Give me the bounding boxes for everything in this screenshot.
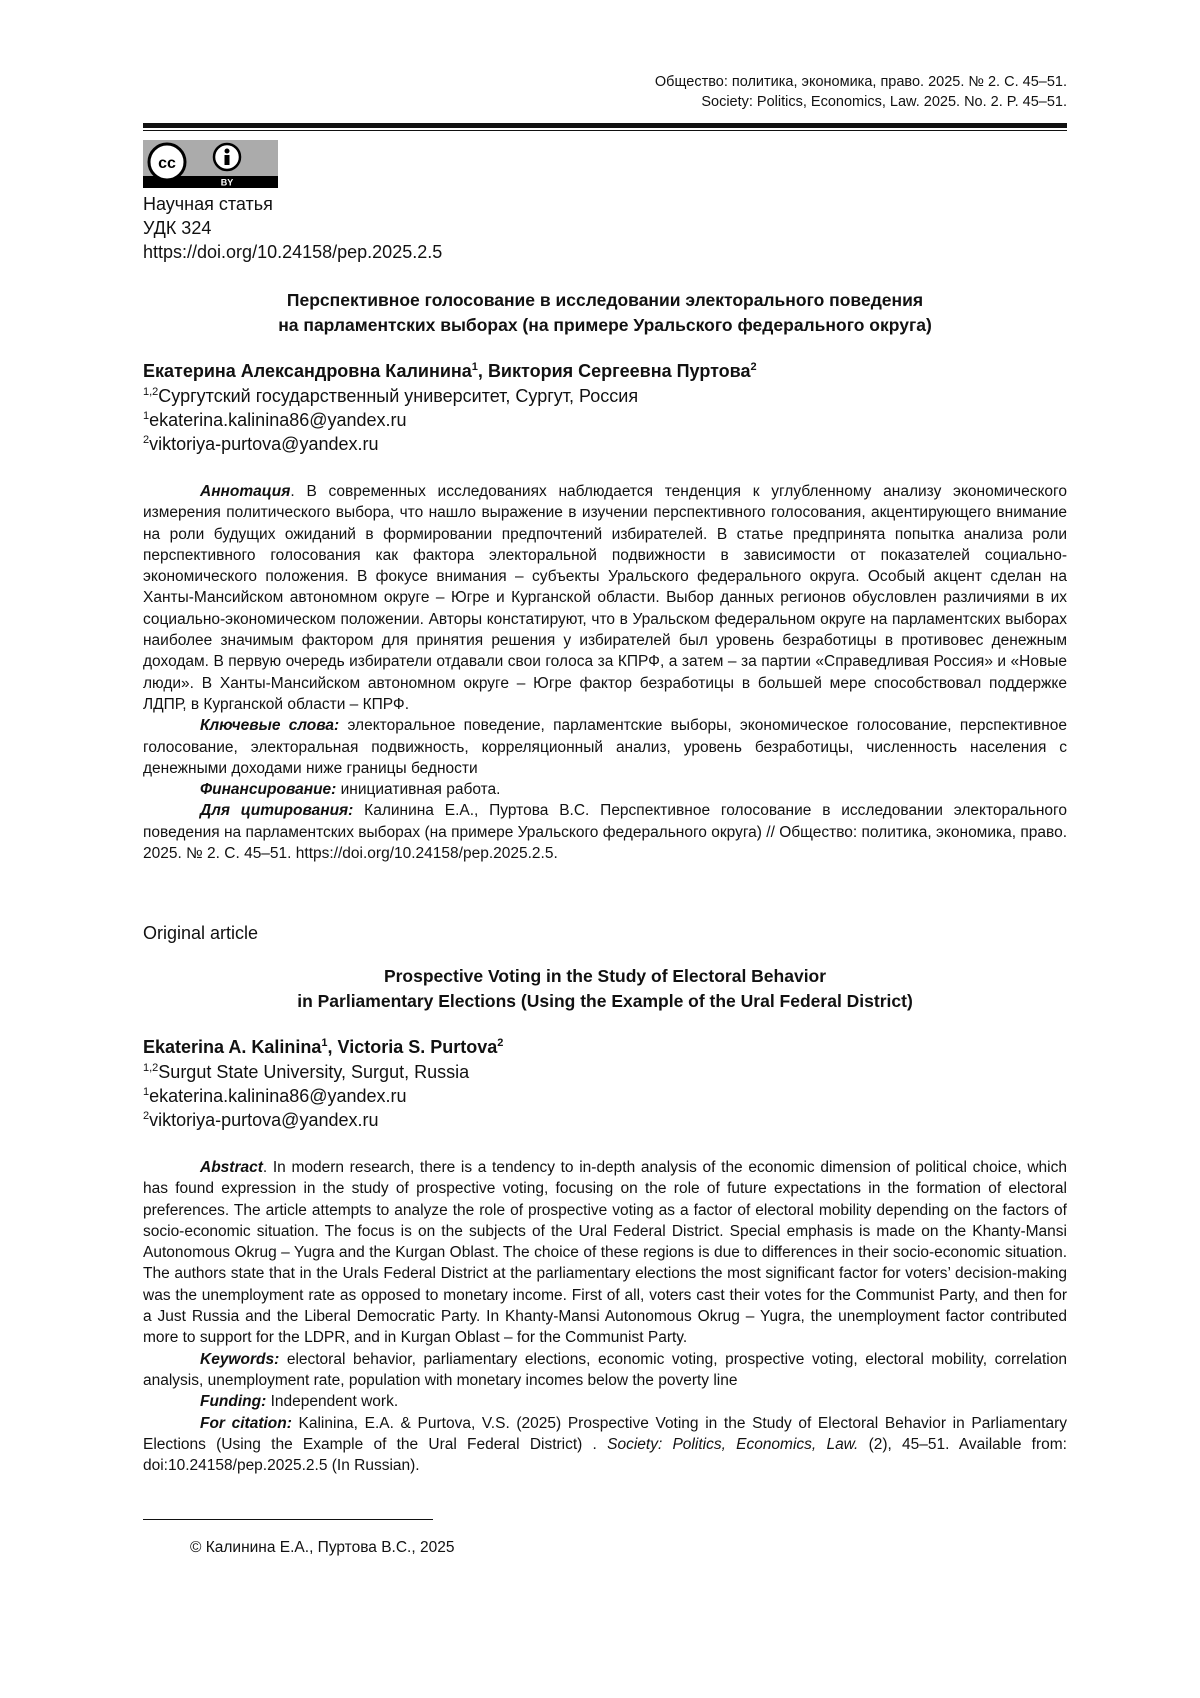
- authors-en: Ekaterina A. Kalinina$^1$, Victoria S. Purtova$^2$: [143, 1037, 504, 1057]
- email2-en-link[interactable]: viktoriya-purtova@yandex.ru: [149, 1110, 379, 1130]
- abstract-en: Abstract. In modern research, there is a tendency to in-depth analysis of the economic dimension of political choice, which has found expression in the study of prospective voting, focusing on the role of future expectations in the formation of electoral preferences. The article attempts to analyze the role of prospective voting as a factor of electoral mobility depending on the factors of socio-economic situation. The focus is on the subjects of the Ural Federal District. Special emphasis is made on the Khanty-Mansi Autonomous Okrug – Yugra and the Kurgan Oblast. The choice of these regions is due to differences in their socio-economic situation. The authors state that in the Urals Federal District at the parliamentary elections the most significant factor for voters’ decision-making was the unemployment rate as opposed to monetary income. First of all, voters cast their votes for the Communist Party, and then for a Just Russia and the Liberal Democratic Party. In Khanty-Mansi Autonomous Okrug – Yugra, the unemployment factor contributed more to support for the LDPR, and in Kurgan Oblast – for the Communist Party.: [143, 1159, 1067, 1347]
- citation-ru: Для цитирования: Калинина Е.А., Пуртова В.С. Перспективное голосование в исследовании электорального поведения на парламентских выборах (на примере Уральского федерального округа) // Общество: политика, экономика, право. 2025. № 2. С. 45–51. https://doi.org/10.24158/pep.2025.2.5.: [143, 802, 1067, 863]
- footnote-rule: [143, 1519, 433, 1520]
- email1-en: $^1$ekaterina.kalinina86@yandex.ru: [143, 1086, 407, 1106]
- funding-en: Funding: Independent work.: [200, 1393, 399, 1411]
- cc-by-label: BY: [220, 177, 234, 188]
- author1-ru: Екатерина Александровна Калинина: [143, 361, 472, 381]
- title-en-line2: in Parliamentary Elections (Using the Example of the Ural Federal District): [297, 991, 913, 1011]
- journal-header: [655, 72, 1067, 112]
- doi-link[interactable]: https://doi.org/10.24158/pep.2025.2.5: [143, 242, 443, 262]
- author2-ru: Виктория Сергеевна Пуртова: [487, 361, 751, 381]
- email2-link[interactable]: viktoriya-purtova@yandex.ru: [149, 434, 379, 454]
- author2-en: Victoria S. Purtova: [337, 1037, 498, 1057]
- title-ru-line2: на парламентских выборах (на примере Уральского федерального округа): [278, 315, 932, 335]
- article-meta: [143, 192, 442, 264]
- cc-by-icon: [143, 140, 278, 188]
- title-en-line1: Prospective Voting in the Study of Electoral Behavior: [383, 966, 827, 986]
- title-ru: [143, 288, 1067, 338]
- article-type-ru: Научная статья: [143, 194, 273, 214]
- affiliations-ru: [143, 384, 638, 456]
- udk: УДК 324: [143, 218, 212, 238]
- keywords-ru: Ключевые слова: электоральное поведение, парламентские выборы, экономическое голосование, перспективное голосование, электоральная подвижность, корреляционный анализ, уровень безработицы, численность населения с денежными доходами ниже границы бедности: [143, 717, 1067, 777]
- header-rule-thin: [143, 130, 1067, 131]
- footnote-copyright: © Калинина Е.А., Пуртова В.С., 2025: [190, 1539, 455, 1556]
- svg-text:cc: cc: [158, 155, 176, 172]
- author1-en: Ekaterina A. Kalinina: [143, 1037, 322, 1057]
- email1-en-link[interactable]: ekaterina.kalinina86@yandex.ru: [149, 1086, 407, 1106]
- abstract-en-block: [143, 1157, 1067, 1476]
- citation-en: For citation: Kalinina, E.A. & Purtova, V.S. (2025) Prospective Voting in the Study of Electoral Behavior in Parliamentary Elections (Using the Example of the Ural Federal District) . Society: Politics, Economics, Law. (2), 45–51. Available from: doi:10.24158/pep.2025.2.5 (In Russian).: [143, 1414, 1067, 1475]
- affiliation-en: $^{1,2}$Surgut State University, Surgut, Russia: [143, 1062, 470, 1082]
- article-type-en: Original article: [143, 923, 259, 943]
- author1-sup: 1: [471, 361, 478, 373]
- authors-ru: Екатерина Александровна Калинина$^1$, Виктория Сергеевна Пуртова$^2$: [143, 361, 757, 381]
- affiliation-ru: $^{1,2}$Сургутский государственный университет, Сургут, Россия: [143, 386, 639, 406]
- journal-line-ru: Общество: политика, экономика, право. 2025. № 2. С. 45–51.: [654, 74, 1067, 90]
- header-rule-thick: [143, 123, 1067, 128]
- abstract-ru: Аннотация. В современных исследованиях наблюдается тенденция к углубленному анализу экономического измерения политического выбора, что нашло выражение в изучении перспективного голосования, акцентирующего внимание на роли будущих ожиданий в формировании предпочтений избирателей. В статье предпринята попытка анализа роли перспективного голосования как фактора электоральной подвижности в зависимости от показателей социально-экономического положения. В фокусе внимания – субъекты Уральского федерального округа. Особый акцент сделан на Ханты-Мансийском автономном округе – Югре и Курганской области. Выбор данных регионов обусловлен различиями в их социально-экономическом положении. Авторы констатируют, что в Уральском федеральном округе на парламентских выборах наиболее значимым фактором для принятия решения у избирателей был уровень безработицы в противовес денежным доходам. В первую очередь избиратели отдавали свои голоса за КПРФ, а затем – за партии «Справедливая Россия» и «Новые люди». В Ханты-Мансийском автономном округе – Югре фактор безработицы в большей мере способствовал поддержке ЛДПР, в Курганской области – КПРФ.: [143, 483, 1067, 713]
- author2-sup: 2: [750, 361, 757, 373]
- email2-ru: $^2$viktoriya-purtova@yandex.ru: [143, 434, 379, 454]
- keywords-en: Keywords: electoral behavior, parliamentary elections, economic voting, prospective voting, electoral mobility, correlation analysis, unemployment rate, population with monetary incomes below the poverty line: [143, 1350, 1067, 1389]
- journal-line-en: Society: Politics, Economics, Law. 2025. No. 2. P. 45–51.: [701, 94, 1067, 110]
- abstract-ru-block: [143, 481, 1067, 864]
- email1-link[interactable]: ekaterina.kalinina86@yandex.ru: [149, 410, 407, 430]
- email1-ru: $^1$ekaterina.kalinina86@yandex.ru: [143, 410, 407, 430]
- title-en: [143, 964, 1067, 1014]
- email2-en: $^2$viktoriya-purtova@yandex.ru: [143, 1110, 379, 1130]
- affiliations-en: [143, 1060, 469, 1132]
- title-ru-line1: Перспективное голосование в исследовании электорального поведения: [286, 290, 924, 310]
- funding-ru: Финансирование: инициативная работа.: [200, 781, 501, 799]
